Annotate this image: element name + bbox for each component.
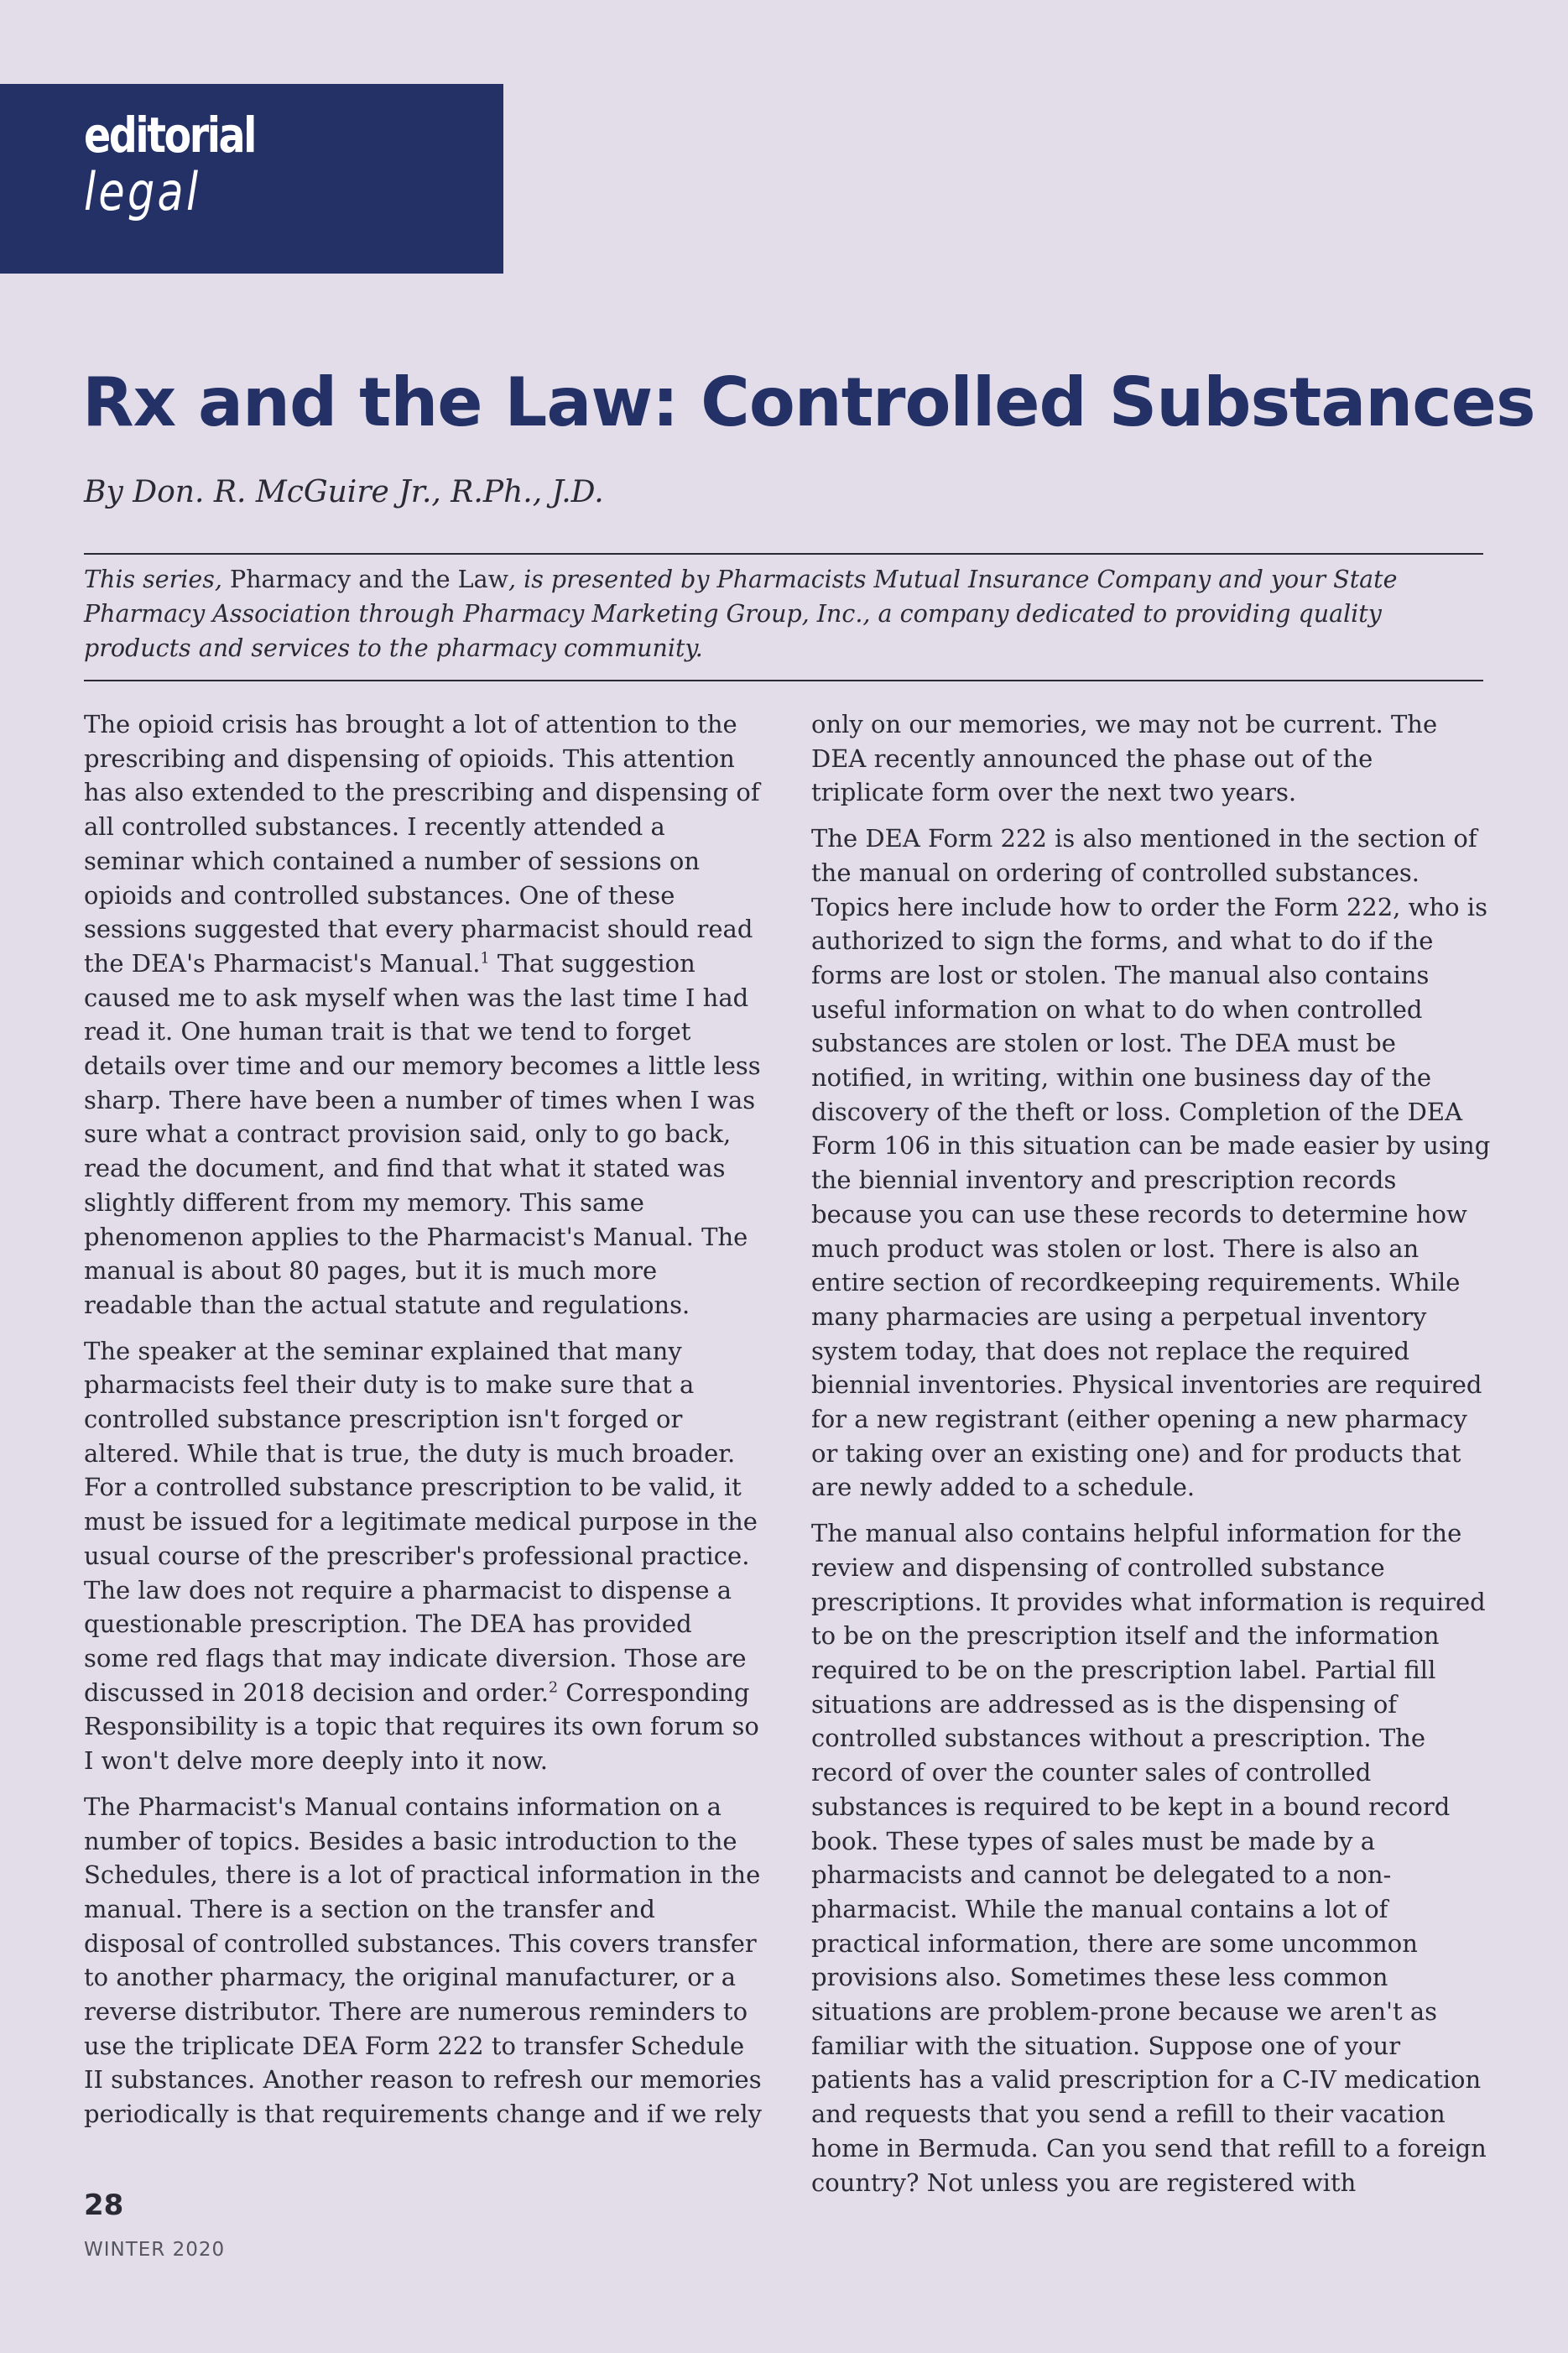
paragraph: [84, 1334, 763, 1778]
issue-label: WINTER 2020: [84, 2239, 226, 2261]
paragraph-text: That suggestion caused me to ask myself when was the last time I had read it. One human trait is that we tend to forget details over time and our memory becomes a little less sharp. There have been a number of times when I was sure what a contract provision said, only to go back, read the document, and find that what it stated was slightly different from my memory. This same phenomenon applies to the Pharmacist's Manual. The manual is about 80 pages, but it is much more readable than the actual statute and regulations.: [84, 948, 761, 1319]
paragraph-text: Corresponding Responsibility is a topic that requires its own forum so I won't delve more deeply into it now.: [84, 1677, 759, 1776]
top-rule: [84, 553, 1483, 555]
paragraph: [811, 707, 1491, 810]
byline: By Don. R. McGuire Jr., R.Ph., J.D.: [84, 475, 604, 509]
paragraph: [84, 707, 763, 1323]
series-intro: [84, 562, 1483, 665]
article-title: Rx and the Law: Controlled Substances: [82, 363, 1535, 441]
section-tag-line2: legal: [84, 161, 201, 222]
paragraph: [811, 822, 1491, 1505]
footnote-ref: 2: [549, 1679, 559, 1697]
paragraph-text: The DEA Form 222 is also mentioned in the section of the manual on ordering of controlled substances. Topics here include how to order the Form 222, who is authorized to sign the forms, and what to do if the forms are lost or stolen. The manual also contains useful information on what to do when controlled substances are stolen or lost. The DEA must be notified, in writing, within one business day of the discovery of the theft or loss. Completion of the DEA Form 106 in this situation can be made easier by using the biennial inventory and prescription records because you can use these records to determine how much product was stolen or lost. There is also an entire section of recordkeeping requirements. While many pharmacies are using a perpetual inventory system today, that does not replace the required biennial inventories. Physical inventories are required for a new registrant (either opening a new pharmacy or taking over an existing one) and for products that are newly added to a schedule.: [811, 824, 1491, 1502]
left-column: [84, 707, 763, 2143]
paragraph-text: The opioid crisis has brought a lot of attention to the prescribing and dispensing of opioids. This attention has also extended to the prescribing and dispensing of all controlled substances. I recently attended a seminar which contained a number of sessions on opioids and controlled substances. One of these sessions suggested that every pharmacist should read the DEA's Pharmacist's Manual.: [84, 710, 760, 978]
paragraph-text: The manual also contains helpful information for the review and dispensing of controlled substance prescriptions. It provides what information is required to be on the prescription itself and the information required to be on the prescription label. Partial fill situations are addressed as is the dispensing of controlled substances without a prescription. The record of over the counter sales of controlled substances is required to be kept in a bound record book. These types of sales must be made by a pharmacists and cannot be delegated to a non-pharmacist. While the manual contains a lot of practical information, there are some uncommon provisions also. Sometimes these less common situations are problem-prone because we aren't as familiar with the situation. Suppose one of your patients has a valid prescription for a C-IV medication and requests that you send a refill to their vacation home in Bermuda. Can you send that refill to a foreign country? Not unless you are registered with: [811, 1519, 1487, 2197]
paragraph-text: The speaker at the seminar explained that many pharmacists feel their duty is to make sure that a controlled substance prescription isn't forged or altered. While that is true, the duty is much broader. For a controlled substance prescription to be valid, it must be issued for a legitimate medical purpose in the usual course of the prescriber's professional practice. The law does not require a pharmacist to dispense a questionable prescription. The DEA has provided some red flags that may indicate diversion. Those are discussed in 2018 decision and order.: [84, 1336, 758, 1707]
intro-part2: , is presented by Pharmacists Mutual Insurance Company and your State Pharmacy Association through Pharmacy Marketing Group, Inc., a company dedicated to providing quality products and services to the pharmacy community.: [84, 566, 1398, 662]
footnote-ref: 1: [480, 950, 490, 968]
right-column: [811, 707, 1491, 2211]
paragraph: [84, 1790, 763, 2131]
section-tag-line1: editorial: [84, 107, 256, 164]
intro-part1: This series,: [84, 566, 231, 593]
paragraph: [811, 1516, 1491, 2199]
page-number: 28: [84, 2189, 124, 2222]
bottom-rule: [84, 680, 1483, 681]
paragraph-text: only on our memories, we may not be current. The DEA recently announced the phase out of the triplicate form over the next two years.: [811, 710, 1438, 807]
paragraph-text: The Pharmacist's Manual contains information on a number of topics. Besides a basic introduction to the Schedules, there is a lot of practical information in the manual. There is a section on the transfer and disposal of controlled substances. This covers transfer to another pharmacy, the original manufacturer, or a reverse distributor. There are numerous reminders to use the triplicate DEA Form 222 to transfer Schedule II substances. Another reason to refresh our memories periodically is that requirements change and if we rely: [84, 1792, 763, 2129]
intro-series-name: Pharmacy and the Law: [230, 566, 508, 593]
